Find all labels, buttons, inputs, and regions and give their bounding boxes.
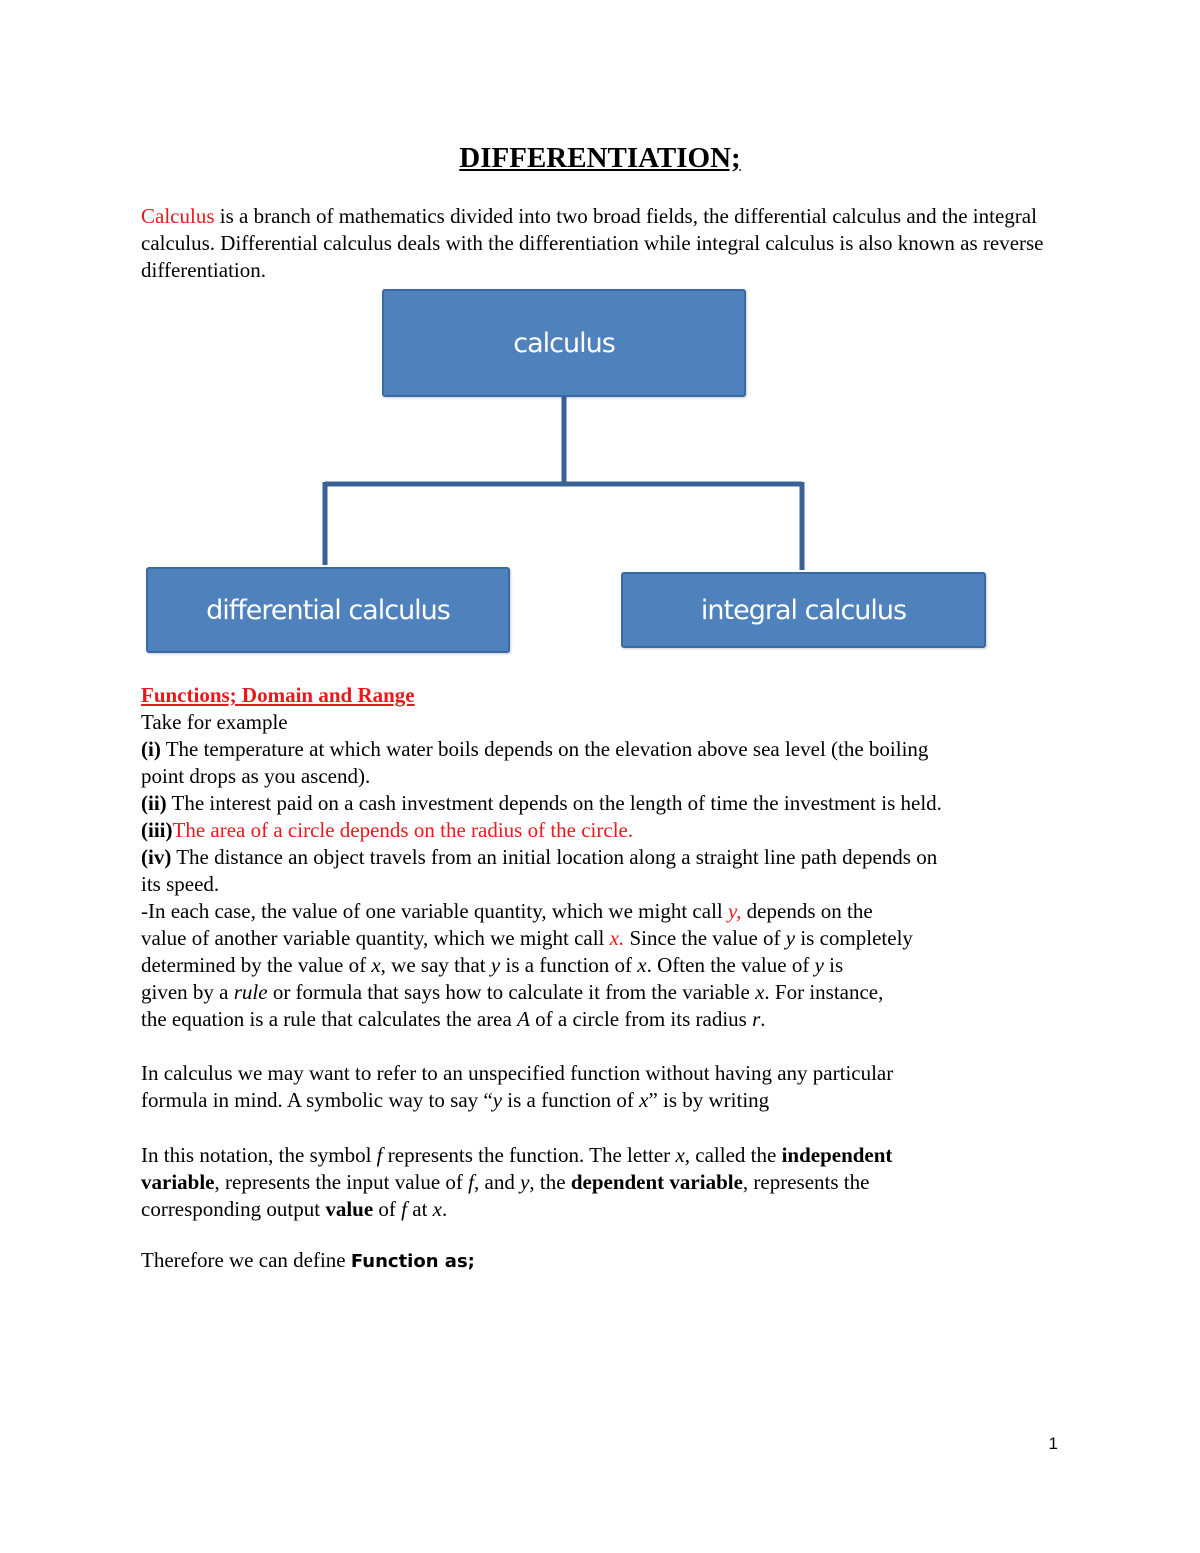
calculus-box: calculus bbox=[382, 289, 746, 397]
list-item: (i) The temperature at which water boils depends on the elevation above sea level (the boiling bbox=[141, 737, 929, 761]
paragraph-line: In calculus we may want to refer to an unspecified function without having any particular bbox=[141, 1061, 894, 1085]
list-item-cont: its speed. bbox=[141, 872, 220, 896]
calculus-diagram bbox=[0, 0, 1200, 700]
paragraph-line: In this notation, the symbol f represents the function. The letter x, called the independent bbox=[141, 1143, 893, 1167]
list-item-cont: point drops as you ascend). bbox=[141, 764, 371, 788]
list-item: (iii)The area of a circle depends on the radius of the circle. bbox=[141, 818, 634, 842]
calculus-term: Calculus bbox=[141, 204, 215, 228]
paragraph-line: variable, represents the input value of f, and y, the dependent variable, represents the bbox=[141, 1170, 870, 1194]
differential-calculus-box: differential calculus bbox=[146, 567, 510, 653]
integral-calculus-box: integral calculus bbox=[621, 572, 986, 648]
section-heading: Functions; Domain and Range bbox=[141, 683, 415, 707]
function-term: Function as; bbox=[350, 1251, 475, 1272]
list-item: (ii) The interest paid on a cash investment depends on the length of time the investment is held. bbox=[141, 791, 942, 815]
paragraph-line: given by a rule or formula that says how to calculate it from the variable x. For instance, bbox=[141, 980, 884, 1004]
list-item: (iv) The distance an object travels from an initial location along a straight line path depends on bbox=[141, 845, 938, 869]
page-number: 1 bbox=[1048, 1434, 1058, 1453]
paragraph-line: formula in mind. A symbolic way to say “y is a function of x” is by writing bbox=[141, 1088, 770, 1112]
paragraph-line: value of another variable quantity, which we might call x. Since the value of y is completely bbox=[141, 926, 913, 950]
page-title: DIFFERENTIATION; bbox=[459, 142, 741, 174]
paragraph-line: Therefore we can define Function as; bbox=[141, 1248, 475, 1272]
paragraph-line: determined by the value of x, we say that y is a function of x. Often the value of y is bbox=[141, 953, 844, 977]
take-for-example: Take for example bbox=[141, 710, 288, 734]
paragraph-line: -In each case, the value of one variable quantity, which we might call y, depends on the bbox=[141, 899, 873, 923]
paragraph-line: corresponding output value of f at x. bbox=[141, 1197, 448, 1221]
paragraph-line: the equation is a rule that calculates the area A of a circle from its radius r. bbox=[141, 1007, 766, 1031]
intro-paragraph: Calculus is a branch of mathematics divided into two broad fields, the differential calculus and the integral calculus. Differential calculus deals with the differentiation while integral calculus is also known as reverse differentiation. bbox=[141, 204, 1044, 282]
